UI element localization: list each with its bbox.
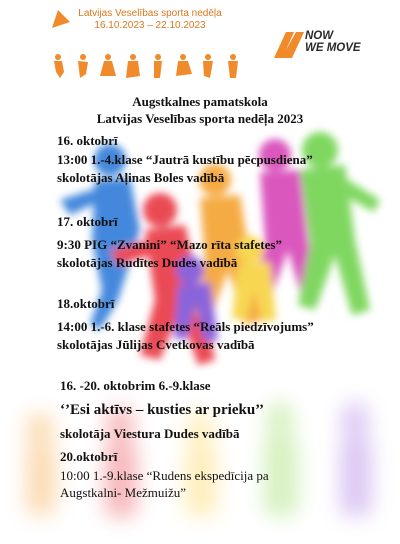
sport-figures-icon <box>50 52 250 80</box>
schedule-event-5-cont: Augstkalni- Mežmuižu” <box>60 485 186 500</box>
schedule-date-1: 16. oktobrī <box>57 133 118 148</box>
schedule-date-4: 16. -20. oktobrim 6.-9.klase <box>60 378 211 393</box>
schedule-event-3: 14:00 1.-6. klase stafetes “Reāls piedzīvojums” <box>57 319 314 334</box>
schedule-event-1: 13:00 1.-4.klase “Jautrā kustību pēcpusdiena” <box>57 152 313 167</box>
schedule-date-2: 17. oktobrī <box>57 214 118 229</box>
schedule-date-5: 20.oktobrī <box>60 449 118 464</box>
schedule-event-4: ‘’Esi aktīvs – kusties ar prieku’’ <box>60 402 265 418</box>
brand-line1: NOW <box>305 30 334 42</box>
schedule-leader-1: skolotājas Aļinas Boles vadībā <box>57 170 225 185</box>
brand-line2: WE MOVE <box>305 42 361 54</box>
schedule-leader-2: skolotājas Rudītes Dudes vadībā <box>57 255 238 270</box>
event-banner <box>70 8 230 32</box>
event-title: Latvijas Veselības sporta nedēļa <box>78 8 222 19</box>
schedule-date-3: 18.oktobrī <box>57 296 115 311</box>
schedule-event-2: 9:30 PIG “Zvanini” “Mazo rīta stafetes” <box>57 237 282 252</box>
school-name: Augstkalnes pamatskola <box>132 94 268 109</box>
now-we-move-logo <box>305 30 361 54</box>
poster-subtitle: Latvijas Veselības sporta nedēļa 2023 <box>96 111 304 126</box>
schedule-leader-4: skolotāja Viestura Dudes vadībā <box>60 426 240 441</box>
event-dates: 16.10.2023 – 22.10.2023 <box>94 20 206 31</box>
schedule-event-5: 10:00 1.-9.klase “Rudens ekspedīcija pa <box>60 468 269 483</box>
schedule-leader-3: skolotājas Jūlijas Cvetkovas vadībā <box>57 337 255 352</box>
